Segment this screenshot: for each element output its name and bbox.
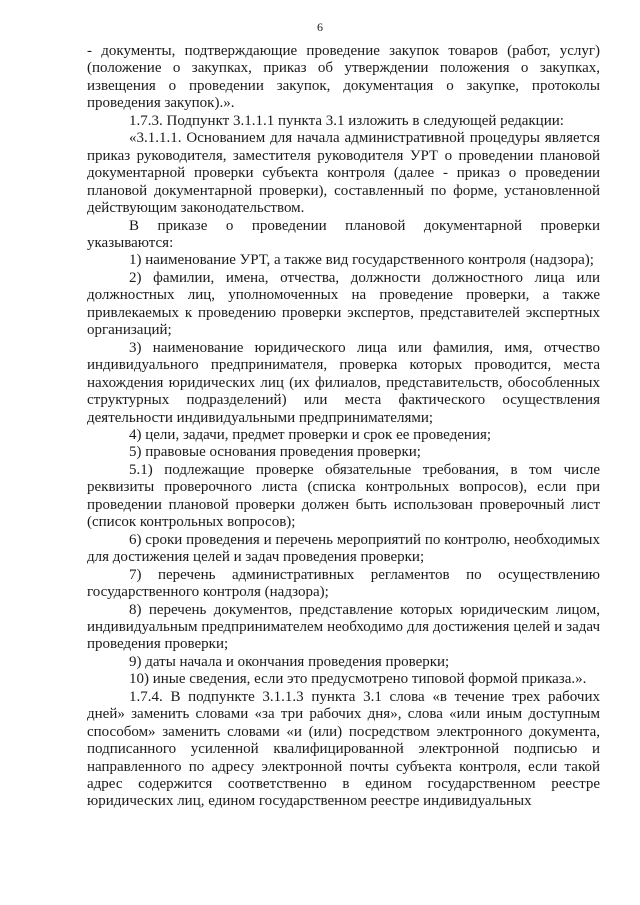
page-number: 6 bbox=[317, 20, 323, 34]
list-item-9: 9) даты начала и окончания проведения проверки; bbox=[129, 653, 450, 670]
list-item-1: 1) наименование УРТ, а также вид государственного контроля (надзора); bbox=[129, 252, 594, 269]
paragraph-3-1-1-1: «3.1.1.1. Основанием для начала административной процедуры является приказ руководителя, заместителя руководителя УРТ о проведении плановой документарной проверки субъекта контроля (далее - приказ о проведении плановой документарной проверки), составленный по форме, установленной действующим законодательством. bbox=[87, 130, 600, 217]
list-item-5-1: 5.1) подлежащие проверке обязательные требования, в том числе реквизиты проверочного листа (списка контрольных вопросов), если при проведении плановой проверки должен быть использован проверочный лист (список контрольных вопросов); bbox=[87, 461, 600, 531]
list-item-4: 4) цели, задачи, предмет проверки и срок ее проведения; bbox=[129, 426, 492, 443]
list-item-6: 6) сроки проведения и перечень мероприятий по контролю, необходимых для достижения целей и задач проведения проверки; bbox=[87, 531, 600, 566]
paragraph-order-contents-intro: В приказе о проведении плановой документарной проверки указываются: bbox=[87, 217, 600, 251]
document-body bbox=[87, 43, 600, 811]
list-item-7: 7) перечень административных регламентов по осуществлению государственного контроля (надзора); bbox=[87, 566, 600, 601]
list-item-5: 5) правовые основания проведения проверки; bbox=[129, 444, 421, 461]
list-item-10: 10) иные сведения, если это предусмотрено типовой формой приказа.». bbox=[129, 671, 587, 688]
paragraph-1-7-4: 1.7.4. В подпункте 3.1.1.3 пункта 3.1 слова «в течение трех рабочих дней» заменить словами «за три рабочих дня», слова «или иным доступным способом» заменить словами «и (или) посредством электронного документа, подписанного усиленной квалифицированной электронной подписью и направленного по адресу электронной почты субъекта контроля, если такой адрес содержится соответственно в едином государственном реестре юридических лиц, едином государственном реестре индивидуальных bbox=[87, 688, 600, 810]
list-item-8: 8) перечень документов, представление которых юридическим лицом, индивидуальным предпринимателем необходимо для достижения целей и задач проведения проверки; bbox=[87, 601, 600, 653]
list-item-3: 3) наименование юридического лица или фамилия, имя, отчество индивидуального предпринимателя, проверка которых проводится, места нахождения юридических лиц (их филиалов, представительств, обособленных структурных подразделений) или места фактического осуществления деятельности индивидуальными предпринимателями; bbox=[87, 339, 600, 426]
paragraph-documents-list: - документы, подтверждающие проведение закупок товаров (работ, услуг) (положение о закупках, приказ об утверждении положения о закупках, извещения о проведении закупок, документация о закупке, протоколы проведения закупок).». bbox=[87, 43, 600, 112]
list-item-2: 2) фамилии, имена, отчества, должности должностного лица или должностных лиц, уполномоченных на проведение проверки, а также привлекаемых к проведению проверки экспертов, представителей экспертных организаций; bbox=[87, 269, 600, 339]
paragraph-1-7-3: 1.7.3. Подпункт 3.1.1.1 пункта 3.1 изложить в следующей редакции: bbox=[129, 112, 564, 129]
